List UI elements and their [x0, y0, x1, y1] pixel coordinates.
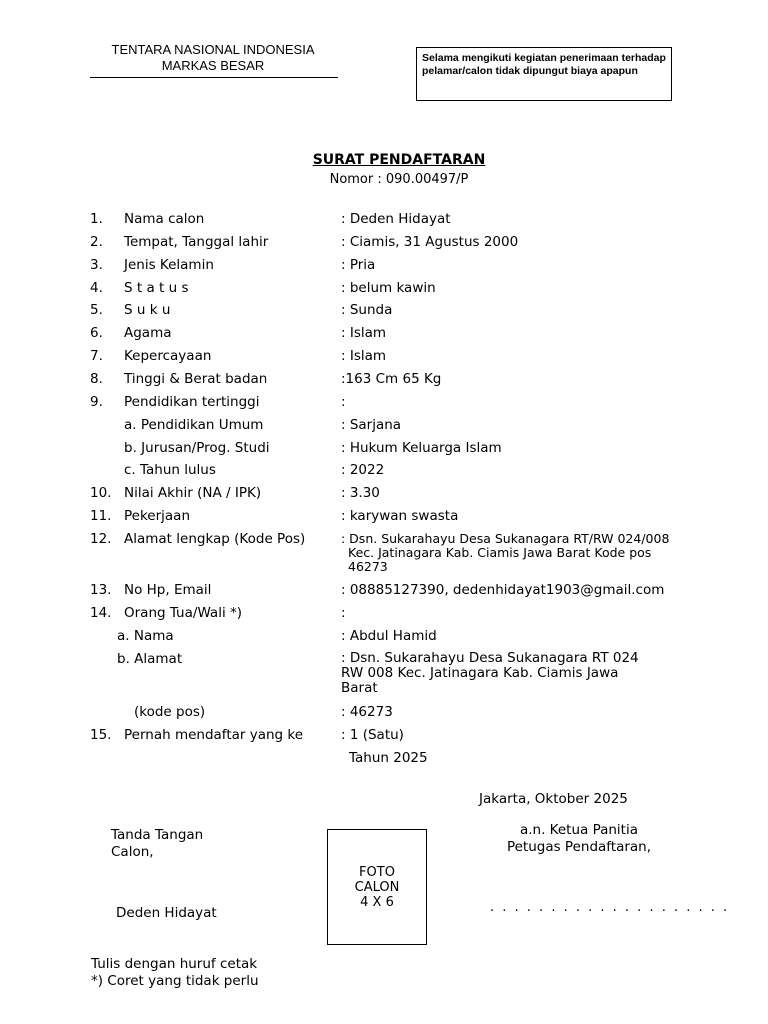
- address-line: RW 008 Kec. Jatinagara Kab. Ciamis Jawa: [341, 665, 619, 681]
- applicant-signature-label: [111, 827, 203, 861]
- field-label: S u k u: [124, 302, 171, 318]
- field-value: :: [341, 394, 346, 410]
- address-line: Kec. Jatinagara Kab. Ciamis Jawa Barat Kode pos: [348, 545, 652, 560]
- field-num: 13.: [90, 582, 112, 598]
- field-num: 10.: [90, 485, 112, 501]
- field-label: Alamat lengkap (Kode Pos): [124, 531, 306, 547]
- field-value: : Hukum Keluarga Islam: [341, 440, 502, 456]
- signature-label-line: Calon,: [111, 844, 154, 860]
- document-number: Nomor : 090.00497/P: [329, 172, 469, 187]
- field-num: 11.: [90, 508, 112, 524]
- field-label: Pernah mendaftar yang ke: [124, 727, 304, 743]
- photo-label-line: FOTO: [359, 864, 395, 880]
- field-value-multiline: [341, 651, 721, 696]
- field-label: c. Tahun lulus: [124, 462, 216, 478]
- field-value: : 1 (Satu): [341, 727, 404, 743]
- org-header: [88, 42, 338, 74]
- field-value-multiline: [341, 532, 721, 574]
- field-num: 6.: [90, 325, 103, 341]
- field-num: 1.: [90, 211, 103, 227]
- field-num: 3.: [90, 257, 103, 273]
- field-label: Tinggi & Berat badan: [124, 371, 268, 387]
- field-label: b. Alamat: [117, 651, 183, 667]
- field-num: 9.: [90, 394, 103, 410]
- notice-box: [416, 47, 672, 101]
- applicant-name: Deden Hidayat: [116, 905, 217, 921]
- field-value: : 08885127390, dedenhidayat1903@gmail.com: [341, 582, 665, 598]
- field-label: a. Nama: [117, 628, 174, 644]
- place-date: Jakarta, Oktober 2025: [479, 791, 628, 807]
- field-label: Jenis Kelamin: [124, 257, 214, 273]
- field-num: 2.: [90, 234, 103, 250]
- field-label: Pekerjaan: [124, 508, 191, 524]
- address-line: 46273: [348, 559, 388, 574]
- field-label: No Hp, Email: [124, 582, 212, 598]
- field-value: : 3.30: [341, 485, 380, 501]
- signature-label-line: Tanda Tangan: [111, 827, 204, 843]
- field-label: Pendidikan tertinggi: [124, 394, 260, 410]
- field-num: 14.: [90, 605, 112, 621]
- footer-note: Tulis dengan huruf cetak: [91, 956, 258, 972]
- officer-signature-label: [484, 822, 674, 856]
- field-value: : karywan swasta: [341, 508, 459, 524]
- field-num: 7.: [90, 348, 103, 364]
- address-line: : Dsn. Sukarahayu Desa Sukanagara RT/RW 024/008: [341, 531, 670, 546]
- field-value: : Sunda: [341, 302, 393, 318]
- field-value: Tahun 2025: [349, 750, 428, 766]
- field-value: : 2022: [341, 462, 385, 478]
- header-underline: [90, 77, 338, 78]
- field-label: a. Pendidikan Umum: [124, 417, 264, 433]
- field-num: 4.: [90, 280, 103, 296]
- footer-note: *) Coret yang tidak perlu: [91, 973, 259, 989]
- field-label: Tempat, Tanggal lahir: [124, 234, 269, 250]
- photo-label-line: 4 X 6: [360, 894, 394, 910]
- field-value: : Islam: [341, 325, 387, 341]
- field-label: Orang Tua/Wali *): [124, 605, 243, 621]
- field-value: : Sarjana: [341, 417, 402, 433]
- field-num: 8.: [90, 371, 103, 387]
- address-line: : Dsn. Sukarahayu Desa Sukanagara RT 024: [341, 650, 639, 666]
- footer-notes: [91, 956, 259, 990]
- field-value: : Ciamis, 31 Agustus 2000: [341, 234, 519, 250]
- field-value: : Deden Hidayat: [341, 211, 451, 227]
- field-value: : Islam: [341, 348, 387, 364]
- photo-box: [327, 829, 427, 945]
- officer-signature-dots: . . . . . . . . . . . . . . . . . . . .: [490, 900, 730, 915]
- field-value: :163 Cm 65 Kg: [341, 371, 442, 387]
- officer-title-line: a.n. Ketua Panitia: [519, 822, 639, 838]
- field-num: 5.: [90, 302, 103, 318]
- officer-title-line: Petugas Pendaftaran,: [506, 839, 652, 855]
- field-label: Kepercayaan: [124, 348, 212, 364]
- field-label: Nilai Akhir (NA / IPK): [124, 485, 262, 501]
- field-label: S t a t u s: [124, 280, 189, 296]
- document-title: SURAT PENDAFTARAN: [312, 152, 486, 168]
- org-name: TENTARA NASIONAL INDONESIA: [111, 42, 315, 57]
- field-label: b. Jurusan/Prog. Studi: [124, 440, 270, 456]
- org-unit: MARKAS BESAR: [161, 58, 265, 73]
- address-line: Barat: [341, 680, 378, 696]
- field-value: : Abdul Hamid: [341, 628, 437, 644]
- field-value: : 46273: [341, 704, 393, 720]
- field-num: 15.: [90, 727, 112, 743]
- field-value: : belum kawin: [341, 280, 436, 296]
- notice-text: Selama mengikuti kegiatan penerimaan terhadap pelamar/calon tidak dipungut biaya apapun: [422, 52, 666, 77]
- field-num: 12.: [90, 531, 112, 547]
- field-label: Nama calon: [124, 211, 205, 227]
- field-value: :: [341, 605, 346, 621]
- field-value: : Pria: [341, 257, 376, 273]
- field-label: Agama: [124, 325, 172, 341]
- field-label: (kode pos): [134, 704, 206, 720]
- photo-label-line: CALON: [354, 879, 400, 895]
